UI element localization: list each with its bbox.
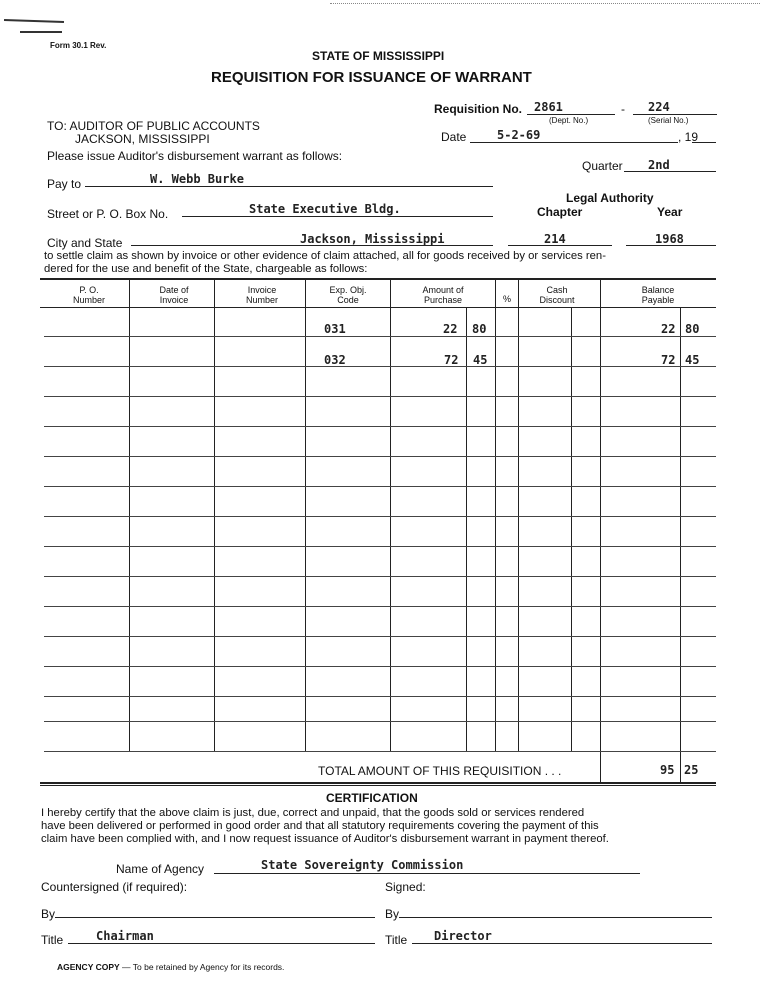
header-cash-discount: [522, 285, 592, 305]
requisition-label: Requisition No.: [434, 102, 522, 116]
row-2-balance-dollars: 72: [661, 353, 676, 367]
form-number: Form 30.1 Rev.: [50, 41, 107, 50]
year-prefix: , 19: [678, 130, 699, 144]
addressee-line-1: TO: AUDITOR OF PUBLIC ACCOUNTS: [47, 119, 260, 133]
row-1-amount-cents: 80: [472, 322, 487, 336]
col-sep: [680, 307, 681, 782]
total-divider: [600, 752, 601, 782]
header-cash-line1: Cash: [546, 285, 568, 295]
total-dollars: 95: [660, 763, 675, 777]
row-line: [44, 636, 716, 637]
table-bottom-border-2: [40, 785, 716, 786]
street-line: [182, 216, 493, 217]
chapter-label: Chapter: [537, 205, 583, 219]
agency-name-line: [214, 873, 640, 874]
header-invoice-line1: Invoice: [247, 285, 277, 295]
dept-no-caption: (Dept. No.): [549, 116, 589, 125]
row-line: [44, 721, 716, 722]
certification-line-3: claim have been complied with, and I now request issuance of Auditor's disbursement warrant in payment thereof.: [41, 833, 609, 845]
state-title: STATE OF MISSISSIPPI: [312, 49, 445, 63]
pay-to-label: Pay to: [47, 177, 82, 191]
dept-no-line: [527, 114, 615, 115]
issue-instruction: Please issue Auditor's disbursement warrant as follows:: [47, 149, 343, 163]
header-date-line1: Date of: [159, 285, 189, 295]
header-amount-line2: Purchase: [423, 295, 463, 305]
footer-copy-label: AGENCY COPY: [57, 962, 120, 972]
row-line: [44, 546, 716, 547]
street-value: State Executive Bldg.: [249, 202, 401, 216]
requisition-dash: -: [621, 102, 625, 116]
top-edge-mark: [330, 3, 760, 4]
year-value: 1968: [655, 232, 684, 246]
date-label: Date: [441, 130, 467, 144]
right-title-label: Title: [385, 933, 408, 947]
right-by-label: By: [385, 907, 400, 921]
certification-line-1: I hereby certify that the above claim is just, due, correct and unpaid, that the goods sold or services rendered: [41, 807, 585, 819]
table-top-border: [40, 278, 716, 280]
row-line: [44, 336, 716, 337]
header-po-line2: Number: [72, 295, 105, 305]
year-line: [692, 142, 716, 143]
pen-mark: [20, 31, 62, 33]
row-2-balance-cents: 45: [685, 353, 700, 367]
row-2-amount-dollars: 72: [444, 353, 459, 367]
date-value: 5-2-69: [497, 128, 541, 142]
quarter-label: Quarter: [582, 159, 623, 173]
legal-authority-title: Legal Authority: [566, 191, 654, 205]
header-invoice-line2: Number: [245, 295, 278, 305]
header-amount-of-purchase: [396, 285, 490, 305]
row-line: [44, 606, 716, 607]
row-line: [44, 696, 716, 697]
row-1-code: 031: [324, 322, 346, 336]
header-exp-obj-code: [308, 285, 388, 305]
city-label: City and State: [47, 236, 123, 250]
header-invoice-number: [219, 285, 305, 305]
footer-copy-text: — To be retained by Agency for its records.: [122, 962, 285, 972]
left-title-label: Title: [41, 933, 64, 947]
header-cash-line2: Discount: [539, 295, 575, 305]
header-po-line1: P. O.: [79, 285, 99, 295]
right-title-value: Director: [434, 929, 492, 943]
row-1-balance-cents: 80: [685, 322, 700, 336]
left-title-line: [68, 943, 375, 944]
col-sep: [466, 307, 467, 752]
settle-text-2: dered for the use and benefit of the State, chargeable as follows:: [44, 263, 368, 275]
signed-label: Signed:: [385, 880, 426, 894]
left-title-value: Chairman: [96, 929, 154, 943]
right-by-line: [399, 917, 712, 918]
header-date-line2: Invoice: [159, 295, 189, 305]
total-cents: 25: [684, 763, 699, 777]
right-title-line: [412, 943, 712, 944]
row-line: [44, 486, 716, 487]
row-line: [44, 366, 716, 367]
year-label: Year: [657, 205, 683, 219]
addressee-line-2: JACKSON, MISSISSIPPI: [75, 132, 210, 146]
agency-name-label: Name of Agency: [116, 862, 205, 876]
header-exp-line2: Code: [337, 295, 359, 305]
col-sep: [571, 307, 572, 752]
row-line: [44, 576, 716, 577]
dept-no-value: 2861: [534, 100, 563, 114]
serial-no-line: [633, 114, 717, 115]
footer: [57, 962, 284, 972]
row-line: [44, 456, 716, 457]
header-amount-line1: Amount of: [422, 285, 464, 295]
quarter-line: [624, 171, 716, 172]
header-date-of-invoice: [134, 285, 214, 305]
table-header-border: [40, 307, 716, 308]
row-line: [44, 666, 716, 667]
pen-mark: [4, 19, 64, 23]
serial-no-caption: (Serial No.): [648, 116, 689, 125]
settle-text-1: to settle claim as shown by invoice or other evidence of claim attached, all for goods received by or services ren-: [44, 250, 606, 262]
agency-name-value: State Sovereignty Commission: [261, 858, 464, 872]
row-2-code: 032: [324, 353, 346, 367]
page-title: REQUISITION FOR ISSUANCE OF WARRANT: [211, 69, 532, 86]
header-balance-payable: [620, 285, 696, 305]
left-by-line: [55, 917, 375, 918]
row-line: [44, 426, 716, 427]
total-label: TOTAL AMOUNT OF THIS REQUISITION . . .: [318, 764, 562, 778]
table-bottom-border: [40, 782, 716, 784]
pay-to-line: [85, 186, 493, 187]
row-line: [44, 396, 716, 397]
city-value: Jackson, Mississippi: [300, 232, 445, 246]
certification-line-2: have been delivered or performed in good order and that all statutory requirements covering the payment of this: [41, 820, 599, 832]
certification-title: CERTIFICATION: [326, 791, 418, 805]
header-balance-line1: Balance: [641, 285, 675, 295]
row-1-amount-dollars: 22: [443, 322, 458, 336]
quarter-value: 2nd: [648, 158, 670, 172]
countersigned-label: Countersigned (if required):: [41, 880, 188, 894]
header-balance-line2: Payable: [641, 295, 675, 305]
header-po-number: [50, 285, 128, 305]
left-by-label: By: [41, 907, 56, 921]
row-line: [44, 516, 716, 517]
header-percent: %: [502, 294, 511, 304]
header-exp-line1: Exp. Obj.: [329, 285, 367, 295]
date-line: [470, 142, 678, 143]
row-2-amount-cents: 45: [473, 353, 488, 367]
street-label: Street or P. O. Box No.: [47, 207, 169, 221]
pay-to-value: W. Webb Burke: [150, 172, 244, 186]
chapter-value: 214: [544, 232, 566, 246]
row-1-balance-dollars: 22: [661, 322, 676, 336]
serial-no-value: 224: [648, 100, 670, 114]
row-line: [44, 751, 716, 752]
